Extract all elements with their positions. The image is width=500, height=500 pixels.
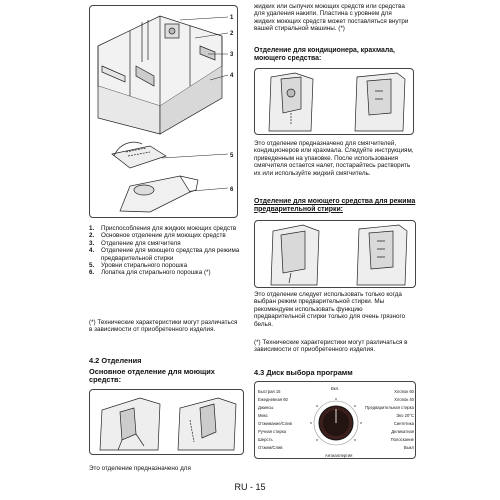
section-4-2-heading: 4.2 Отделения — [89, 356, 142, 365]
dial-label: Деликатная — [391, 429, 414, 434]
prewash-body: Это отделение следует использовать только когда выбран режим предварительной стирки. Мы рекомендуем использовать функцию предварительной стирки только для очень грязного белья. — [254, 291, 406, 328]
program-dial-drawing — [255, 382, 417, 460]
section-4-3-heading: 4.3 Диск выбора программ — [254, 368, 353, 377]
callout-3: 3 — [230, 52, 234, 58]
callout-6: 6 — [230, 187, 234, 193]
prewash-figure — [254, 220, 416, 288]
dial-label: Ежедневная 60 — [258, 397, 288, 402]
detergent-drawer-drawing — [90, 6, 239, 219]
dial-bottom-label: Антиаллергия — [325, 453, 353, 458]
dial-label: Ручная стирка — [258, 429, 287, 434]
right-top-text: жидких или сыпучих моющих средств или средства для удаления накипи. Пластина с уровнем для жидких моющих средств может поставляться внутри вашей стиральной машины. (*) — [254, 3, 409, 33]
dial-label: Выкл — [403, 445, 414, 450]
conditioner-figure — [254, 68, 414, 135]
detergent-drawer-figure — [89, 5, 238, 218]
dial-label: Отжим/Слив — [258, 445, 283, 450]
list-item: 5. Уровни стирального порошка — [89, 262, 188, 270]
list-item: 4. Отделение для моющего средства для режима предварительной стирки — [89, 247, 240, 262]
callout-4: 4 — [230, 73, 234, 79]
conditioner-drawing — [255, 69, 415, 136]
list-item: 3. Отделение для смягчителя — [89, 239, 181, 247]
list-item: 1. Приспособления для жидких моющих средств — [89, 225, 237, 232]
conditioner-body: Это отделение предназначено для смягчителей, кондиционеров или крахмала. Следуйте инструкциям, приведенным на упаковке. После использования смягчителя остается налет, постарайтесь растворить их или используйте жидкий смягчитель. — [254, 140, 414, 177]
dial-label: Эко 20°C — [396, 413, 414, 418]
prewash-tech-note: (*) Технические характеристики могут различаться в зависимости от приобретенного изделия. — [254, 339, 408, 354]
dial-label: Хлопок 60 — [394, 389, 414, 394]
left-tech-note: (*) Технические характеристики могут различаться в зависимости от приобретенного изделия. — [89, 319, 238, 334]
dial-label: Микс — [258, 413, 268, 418]
dial-label: Хлопок 40 — [394, 397, 414, 402]
list-item: 6. Лопатка для стирального порошка (*) — [89, 269, 211, 277]
figure-callouts — [226, 6, 246, 219]
callout-5: 5 — [230, 153, 234, 159]
parts-list — [89, 225, 243, 277]
conditioner-heading: Отделение для кондиционера, крахмала, моющего средства: — [254, 47, 395, 62]
dial-left-labels — [258, 389, 293, 450]
prewash-heading: Отделение для моющего средства для режима предварительной стирки: — [254, 198, 416, 213]
dial-right-labels — [365, 389, 415, 450]
main-compartment-drawing — [90, 390, 245, 456]
dial-label: Отжимание/Слив — [258, 421, 292, 426]
dial-label: Предварительная стирка — [365, 405, 414, 410]
prewash-drawing — [255, 221, 417, 289]
dial-label: Быстрая 15 — [258, 389, 281, 394]
callout-1: 1 — [230, 15, 234, 21]
dial-label: Джинсы — [258, 405, 274, 410]
dial-label: Полоскание — [390, 437, 414, 442]
main-compartment-heading: Основное отделение для моющих средств: — [89, 367, 215, 385]
dial-label: Синтетика — [393, 421, 414, 426]
callout-2: 2 — [230, 31, 234, 37]
main-compartment-figure — [89, 389, 244, 455]
dial-top-label: Вкл. — [331, 386, 340, 391]
list-item: 2. Основное отделение для моющих средств — [89, 232, 226, 240]
page-number: RU - 15 — [234, 482, 266, 492]
program-dial-panel — [254, 381, 416, 459]
main-compartment-body: Это отделение предназначено для — [89, 465, 191, 472]
dial-label: Шерсть — [258, 437, 273, 442]
